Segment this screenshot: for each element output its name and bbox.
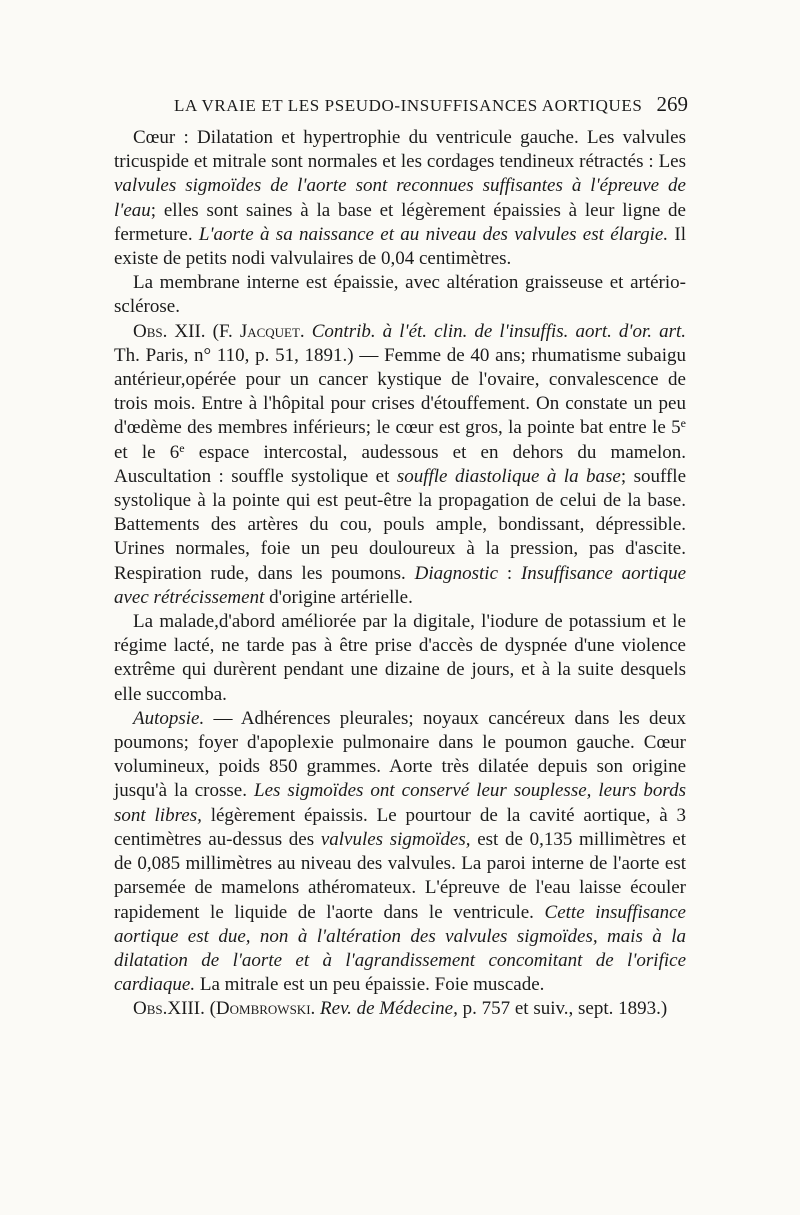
text-run: d'origine artérielle. (264, 586, 413, 608)
text-run: : (498, 562, 521, 584)
italic-run: Insuffisance aortique avec rétrécissement (114, 562, 687, 608)
page-number: 269 (656, 92, 688, 116)
text-run: ; elles sont saines à la base et légèrement épaissies à leur ligne de fermeture. (114, 199, 686, 245)
italic-run: Cette insuffisance aortique est due, non à l'altération des valvules sigmoïdes, mais à la dilatation de l'aorte et à l'agrandissement concomitant de l'orifice cardiaque. (114, 901, 686, 996)
text-run: légèrement épaissis. Le pourtour de la cavité aortique, à 3 centimètres au-dessus des (114, 804, 686, 850)
paragraph-membrane (114, 271, 686, 319)
italic-run: Autopsie. (133, 707, 205, 729)
author-name: Jacquet. (239, 320, 305, 342)
text-run: Cœur : Dilatation et hypertrophie du ventricule gauche. Les valvules tricuspide et mitrale sont normales et les cordages tendineux rétractés : Les (114, 127, 686, 173)
page-header (114, 92, 686, 126)
paragraph-observation-xii (114, 320, 686, 610)
paragraph-evolution (114, 610, 686, 707)
text-run: p. 757 et suiv., sept. 1893.) (457, 998, 668, 1020)
small-caps-run: Obs. (133, 998, 168, 1020)
author-name: Dombrowski. (215, 998, 316, 1020)
small-caps-run: Obs. (133, 320, 168, 342)
text-run: Il existe de petits nodi valvulaires de 0,04 centimètres. (114, 223, 687, 270)
text-run: La mitrale est un peu épaissie. Foie muscade. (195, 974, 545, 996)
text-run (305, 321, 312, 342)
italic-run: souffle diastolique à la base (396, 465, 621, 487)
book-page (114, 92, 686, 1022)
text-run: espace intercostal, audessous et en dehors du mamelon. Auscultation : souffle systolique et (114, 441, 686, 487)
italic-run: Contrib. à l'ét. clin. de l'insuffis. aort. d'or. art. (311, 320, 687, 342)
text-run: XII. (F. (167, 320, 240, 342)
text-run: est de 0,135 millimètres et de 0,085 millimètres au niveau des valvules. La paroi interne de l'aorte est parsemée de mamelons athéromateux. L'épreuve de l'eau laisse écouler rapidement le liquide de l'aorte dans le ventricule. (114, 828, 686, 923)
text-run: La malade,d'abord améliorée par la digitale, l'iodure de potassium et le régime lacté, ne tarde pas à être prise d'accès de dyspnée d'une violence extrême qui durèrent pendant une dizaine de jours, et à la suite desquels elle succomba. (114, 611, 686, 705)
text-run: ; souffle systolique à la pointe qui est peut-être la propagation de celui de la base. Battements des artères du cou, pouls ample, bondissant, dépressible. Urines normales, foie un peu douloureux à la pression, pas d'ascite. Respiration rude, dans les poumons. (114, 465, 687, 584)
paragraph-autopsy (114, 707, 686, 997)
paragraph-observation-xiii (114, 997, 686, 1021)
italic-run: Diagnostic (414, 562, 499, 584)
text-run: et le 6 (114, 441, 180, 463)
italic-run: valvules sigmoïdes, (320, 828, 471, 850)
italic-run: valvules sigmoïdes de l'aorte sont reconnues suffisantes à l'épreuve de l'eau (114, 175, 686, 221)
italic-run: Rev. de Médecine, (320, 998, 458, 1020)
body-text (114, 126, 686, 1022)
running-title: LA VRAIE ET LES PSEUDO-INSUFFISANCES AORTIQUES (174, 96, 643, 115)
text-run: La membrane interne est épaissie, avec altération graisseuse et artério-sclérose. (114, 272, 686, 318)
superscript: e (680, 416, 686, 431)
text-run: — Adhérences pleurales; noyaux cancéreux dans les deux poumons; foyer d'apoplexie pulmonaire dans le poumon gauche. Cœur volumineux, poids 850 grammes. Aorte très dilatée depuis son origine jusqu'à la crosse. (114, 707, 686, 802)
text-run: Th. Paris, n° 110, p. 51, 1891.) — Femme de 40 ans; rhumatisme subaigu antérieur,opérée pour un cancer kystique de l'ovaire, convalescence de trois mois. Entre à l'hôpital pour crises d'étouffement. On constate un peu d'œdème des membres inférieurs; le cœur est gros, la pointe bat entre le 5 (114, 344, 686, 439)
text-run: XIII. ( (167, 998, 216, 1020)
italic-run: L'aorte à sa naissance et au niveau des valvules est élargie. (198, 223, 669, 245)
paragraph-heart-findings (114, 126, 686, 271)
italic-run: Les sigmoïdes ont conservé leur souplesse, leurs bords sont libres, (114, 780, 686, 826)
superscript: e (179, 440, 185, 455)
